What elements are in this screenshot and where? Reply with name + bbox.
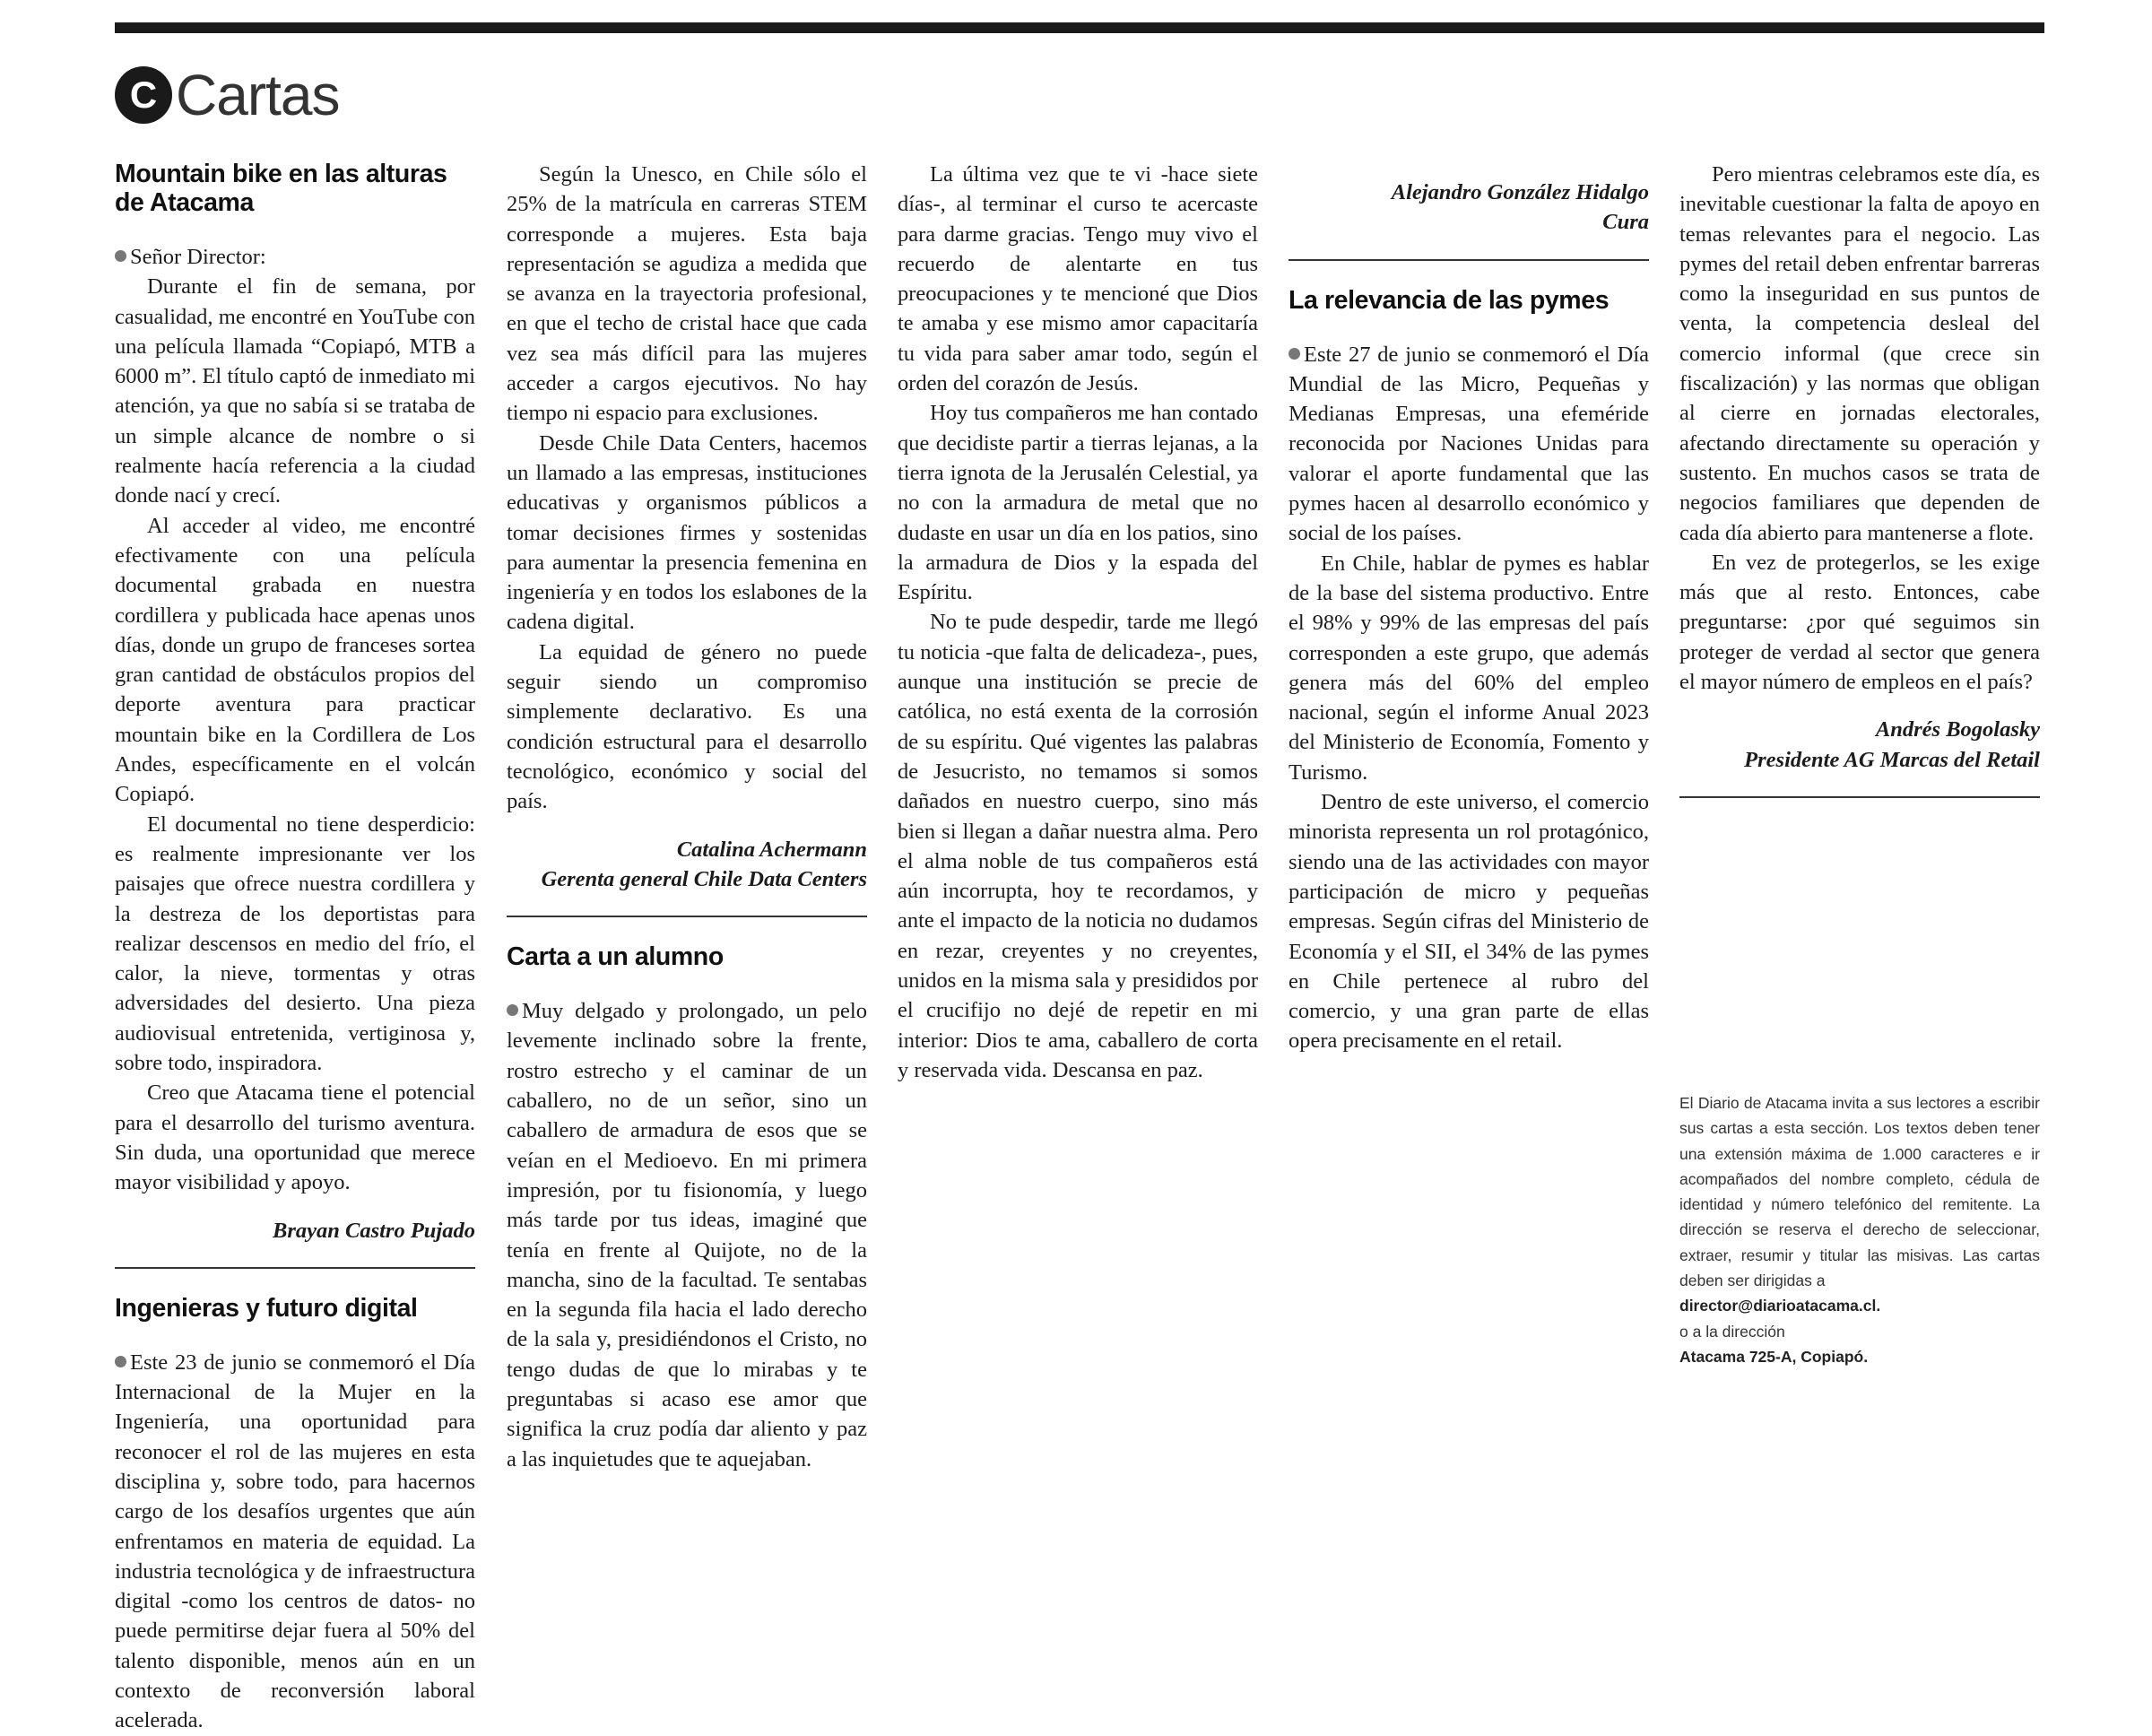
letter-3-author: Alejandro González Hidalgo xyxy=(1391,180,1649,204)
letter-3-author-title: Cura xyxy=(1602,210,1649,235)
column-4 xyxy=(1289,160,1649,1056)
section-logo-icon: C xyxy=(115,66,172,124)
submission-address: Atacama 725-A, Copiapó. xyxy=(1679,1347,1869,1366)
letter-3-signature xyxy=(1289,178,1649,238)
letter-4-signature xyxy=(1679,715,2040,775)
bullet-icon xyxy=(115,250,126,262)
letter-3-headline: Carta a un alumno xyxy=(507,942,724,972)
column-2 xyxy=(507,160,867,1474)
letter-2-paragraph: La equidad de género no puede seguir siendo un compromiso simplemente declarativo. Es una condición estructural para el desarrollo tecnológico, económico y social del país. xyxy=(507,639,867,814)
divider xyxy=(1289,259,1649,261)
letter-1-paragraph: El documental no tiene desperdicio: es realmente impresionante ver los paisajes que ofrece nuestra cordillera y la destreza de los deportistas para realizar descensos en medio del frío, el calor, la nieve, tormentas y otras adversidades del desierto. Una pieza audiovisual entretenida, vertiginosa y, sobre todo, inspiradora. xyxy=(115,812,475,1076)
submission-info-text: El Diario de Atacama invita a sus lectores a escribir sus cartas a esta sección. Los textos deben tener una extensión máxima de 1.000 caracteres e ir acompañados del nombre completo, cédula de identidad y número telefónico del remitente. La dirección se reserva el derecho de seleccionar, extraer, resumir y titular las misivas. Las cartas deben ser dirigidas a xyxy=(1679,1094,2040,1290)
letter-4-author-title: Presidente AG Marcas del Retail xyxy=(1744,747,2040,772)
divider xyxy=(115,1267,475,1269)
letter-1-headline: Mountain bike en las alturas de Atacama xyxy=(115,160,447,217)
letter-4-headline: La relevancia de las pymes xyxy=(1289,285,1610,315)
bullet-icon xyxy=(115,1356,126,1367)
divider xyxy=(507,916,867,917)
submission-or-text: o a la dirección xyxy=(1679,1322,1785,1341)
letter-4-paragraph: Dentro de este universo, el comercio minorista representa un rol protagónico, siendo una de las actividades con mayor participación de micro y pequeñas empresas. Según cifras del Ministerio de Economía y el SII, el 34% de las pymes en Chile pertenece al rubro del comercio, y una gran parte de ellas opera precisamente en el retail. xyxy=(1289,790,1649,1054)
letter-2-author-title: Gerenta general Chile Data Centers xyxy=(541,866,867,891)
letter-2-headline: Ingenieras y futuro digital xyxy=(115,1293,418,1323)
letter-2-author: Catalina Achermann xyxy=(676,837,867,862)
section-header xyxy=(115,59,340,131)
letter-4-paragraph: Pero mientras celebramos este día, es inevitable cuestionar la falta de apoyo en temas relevantes para el negocio. Las pymes del retail deben enfrentar barreras como la inseguridad en sus puntos de venta, la competencia desleal del comercio informal (que crece sin fiscalización) y las normas que obligan al cierre en jornadas electorales, afectando directamente su operación y sustento. En muchos casos se trata de negocios familiares que dependen de cada día abierto para mantenerse a flote. xyxy=(1679,162,2041,545)
letter-2-paragraph: Según la Unesco, en Chile sólo el 25% de la matrícula en carreras STEM corresponde a mujeres. Esta baja representación se agudiza a medida que se avanza en la trayectoria profesional, en que el techo de cristal hace que cada vez sea más difícil para las mujeres acceder a cargos ejecutivos. No hay tiempo ni espacio para exclusiones. xyxy=(507,162,867,426)
letter-3-paragraph: La última vez que te vi -hace siete días-, al terminar el curso te acercaste para darme gracias. Tengo muy vivo el recuerdo de alentarte en tus preocupaciones y te mencioné que Dios te amaba y ese mismo amor capacitaría tu vida para saber amar todo, según el orden del corazón de Jesús. xyxy=(898,162,1258,396)
letter-2-signature xyxy=(507,835,867,895)
letter-2-lead: Este 23 de junio se conmemoró el Día Internacional de la Mujer en la Ingeniería, una oportunidad para reconocer el rol de las mujeres en esta disciplina y, sobre todo, para hacernos cargo de los desafíos urgentes que aún enfrentamos en materia de equidad. La industria tecnológica y de infraestructura digital -como los centros de datos- no puede permitirse dejar fuera al 50% del talento disponible, menos aún en un contexto de reconversión laboral acelerada. xyxy=(115,1350,475,1733)
letter-4-author: Andrés Bogolasky xyxy=(1875,717,2040,742)
column-3 xyxy=(898,160,1258,1085)
letter-2-paragraph: Desde Chile Data Centers, hacemos un llamado a las empresas, instituciones educativas y organismos públicos a tomar decisiones firmes y sostenidas para aumentar la presencia femenina en ingeniería y en todos los eslabones de la cadena digital. xyxy=(507,430,867,635)
letter-4-paragraph: En vez de protegerlos, se les exige más que al resto. Entonces, cabe preguntarse: ¿por qué seguimos sin proteger de verdad al sector que genera el mayor número de empleos en el país? xyxy=(1679,550,2040,695)
letter-4-paragraph: En Chile, hablar de pymes es hablar de la base del sistema productivo. Entre el 98% y 99% de las empresas del país corresponden a este grupo, que además genera más del 60% del empleo nacional, según el informe Anual 2023 del Ministerio de Economía, Fomento y Turismo. xyxy=(1289,551,1649,785)
section-title: Cartas xyxy=(176,63,340,127)
letter-1-salutation: Señor Director: xyxy=(115,242,475,272)
column-1 xyxy=(115,160,475,1736)
letter-1-paragraph: Creo que Atacama tiene el potencial para el desarrollo del turismo aventura. Sin duda, una oportunidad que merece mayor visibilidad y apoyo. xyxy=(115,1081,475,1195)
letter-1-paragraph: Al acceder al video, me encontré efectivamente con una película documental grabada en nuestra cordillera y publicada hace apenas unos días, donde un grupo de franceses sortea gran cantidad de obstáculos propios del deporte aventura para practicar mountain bike en la Cordillera de Los Andes, específicamente en el volcán Copiapó. xyxy=(115,513,475,807)
letter-1-author: Brayan Castro Pujado xyxy=(273,1218,475,1243)
letter-1-paragraph: Durante el fin de semana, por casualidad, me encontré en YouTube con una película llamada “Copiapó, MTB a 6000 m”. El título captó de inmediato mi atención, ya que no sabía si se trataba de un simple alcance de nombre o si realmente hacía referencia a la ciudad donde nací y crecí. xyxy=(115,274,475,508)
letter-3-lead: Muy delgado y prolongado, un pelo levemente inclinado sobre la frente, rostro estrecho y el caminar de un caballero, no de un señor, sino un caballero de armadura de esos que se veían en el Medioevo. En mi primera impresión, por tu fisionomía, y luego más tarde por tus ideas, imaginé que tenía en frente al Quijote, no de la mancha, sino de la facultad. Te sentabas en la segunda fila hacia el lado derecho de la sala y, presidiéndonos el Cristo, no tengo dudas de que lo mirabas y te preguntabas si acaso ese amor que significa la cruz podía dar aliento y paz a las inquietudes que te aquejaban. xyxy=(507,999,867,1471)
letter-3-paragraph: Hoy tus compañeros me han contado que decidiste partir a tierras lejanas, a la tierra ignota de la Jerusalén Celestial, ya no con la armadura de metal que no dudaste en usar un día en los patios, sino la armadura de Dios y la espada del Espíritu. xyxy=(898,401,1258,605)
column-5 xyxy=(1679,160,2040,823)
letter-3-paragraph: No te pude despedir, tarde me llegó tu noticia -que falta de delicadeza-, pues, aunque una institución se precie de católica, no está exenta de la corrosión de su espíritu. Qué vigentes las palabras de Jesucristo, no temamos si somos dañados en nuestro cuerpo, sino más bien si llegan a dañar nuestra alma. Pero el alma noble de tus compañeros está aún incorrupta, hoy te recordamos, y ante el impacto de la noticia no dudamos en rezar, creyentes y no creyentes, unidos en la misma sala y presididos por el crucifijo no dejé de repetir en mi interior: Dios te ama, caballero de corta y reservada vida. Descansa en paz. xyxy=(898,610,1258,1082)
bullet-icon xyxy=(507,1004,518,1016)
bullet-icon xyxy=(1289,348,1300,360)
letter-1-signature xyxy=(115,1216,475,1246)
submission-email-link[interactable]: director@diarioatacama.cl. xyxy=(1679,1297,1881,1315)
submission-info-box xyxy=(1679,1090,2040,1369)
top-rule xyxy=(115,22,2044,33)
letter-4-lead: Este 27 de junio se conmemoró el Día Mundial de las Micro, Pequeñas y Medianas Empresas, una efeméride reconocida por Naciones Unidas para valorar el aporte fundamental que las pymes hacen al desarrollo económico y social de los países. xyxy=(1289,342,1649,546)
divider xyxy=(1679,796,2040,798)
